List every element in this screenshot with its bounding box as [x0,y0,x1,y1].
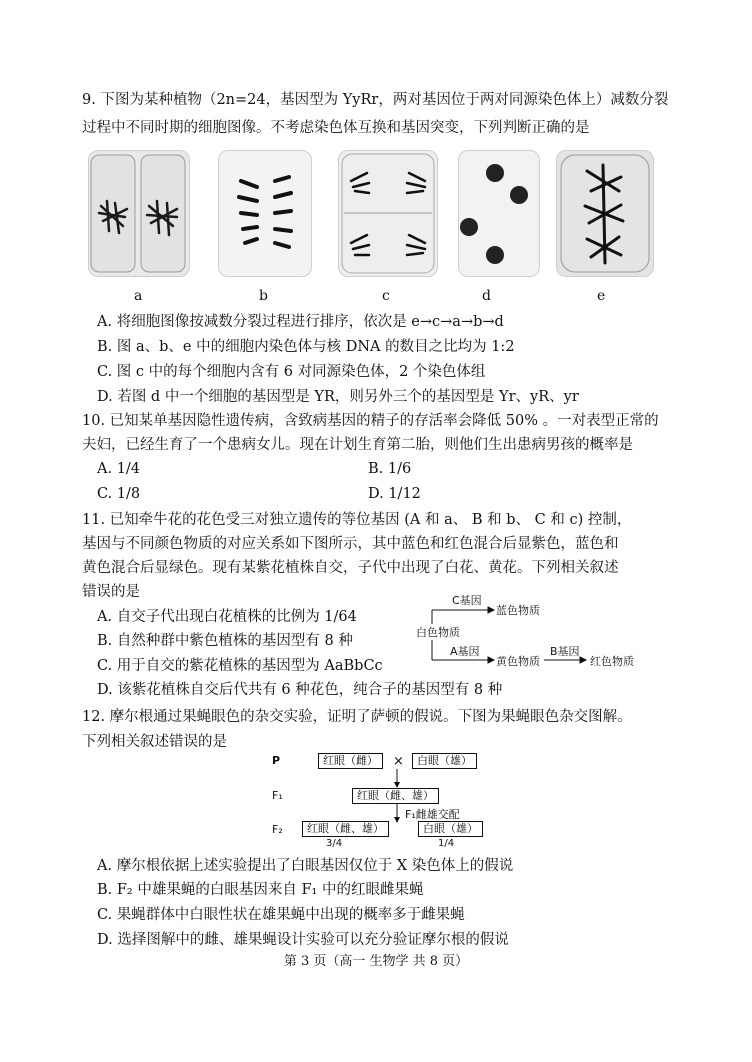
q12-stem-line1: 12. 摩尔根通过果蝇眼色的杂交实验，证明了萨顿的假说。下图为果蝇眼色杂交图解。 [82,709,632,725]
q11-option-c: C. 用于自交的紫花植株的基因型为 AaBbCc [97,658,383,674]
q11-stem-line4: 错误的是 [82,584,140,600]
q12-stem-line2: 下列相关叙述错误的是 [82,734,227,750]
q10-stem-line1: 10. 已知某单基因隐性遗传病，含致病基因的精子的存活率会降低 50% 。一对表型正常的 [82,413,659,429]
f1-box: 红眼（雌、雄） [352,788,439,804]
q9-option-c: C. 图 c 中的每个细胞内含有 6 对同源染色体，2 个染色体组 [97,364,486,380]
cell-image-a [88,150,190,277]
q11-stem-line3: 黄色混合后显绿色。现有某紫花植株自交，子代中出现了白花、黄花。下列相关叙述 [82,560,619,576]
q10-stem-line2: 夫妇，已经生育了一个患病女儿。现在计划生育第二胎，则他们生出患病男孩的概率是 [82,437,633,453]
q12-option-b: B. F₂ 中雄果蝇的白眼基因来自 F₁ 中的红眼雌果蝇 [97,882,424,898]
q10-option-c: C. 1/8 [97,486,141,502]
generation-p-label: P [272,754,281,767]
q10-option-a: A. 1/4 [97,461,141,477]
q10-option-b: B. 1/6 [368,461,412,477]
p-female-box: 红眼（雌） [318,753,383,769]
arrow-f1-to-f2 [390,804,404,824]
blue-substance-label: 蓝色物质 [496,604,540,617]
f2-ratio-white: 1/4 [438,838,455,849]
cell-label-e: e [597,288,606,304]
q12-option-c: C. 果蝇群体中白眼性状在雄果蝇中出现的概率多于雌果蝇 [97,907,465,923]
cell-image-c [338,150,438,277]
cell-label-a: a [134,288,143,304]
q11-option-a: A. 自交子代出现白花植株的比例为 1/64 [97,609,357,625]
q10-option-d: D. 1/12 [368,486,421,502]
gene-a-label: A基因 [450,645,480,658]
f1-mating-note: F₁雌雄交配 [405,808,460,821]
p-male-box: 白眼（雄） [412,753,477,769]
q9-option-d: D. 若图 d 中一个细胞的基因型是 YR，则另外三个的基因型是 Yr、yR、yr [97,389,579,405]
cell-label-c: c [382,288,390,304]
q11-stem-line2: 基因与不同颜色物质的对应关系如下图所示，其中蓝色和红色混合后显紫色，蓝色和 [82,536,619,552]
q12-option-a: A. 摩尔根依据上述实验提出了白眼基因仅位于 X 染色体上的假说 [97,858,514,874]
gene-b-label: B基因 [550,645,580,658]
pigment-pathway-diagram [410,590,660,680]
q9-option-b: B. 图 a、b、e 中的细胞内染色体与核 DNA 的数目之比均为 1:2 [97,339,515,355]
f2-red-box: 红眼（雌、雄） [302,821,389,837]
generation-f2-label: F₂ [272,823,283,836]
page-footer: 第 3 页（高一 生物学 共 8 页） [283,954,469,969]
f2-white-box: 白眼（雄） [418,821,483,837]
arrow-p-to-f1 [390,769,404,789]
cell-label-d: d [482,288,491,304]
cross-sign: × [393,754,404,769]
cell-image-d [458,150,540,277]
q11-option-b: B. 自然种群中紫色植株的基因型有 8 种 [97,633,353,649]
q11-stem-line1: 11. 已知牵牛花的花色受三对独立遗传的等位基因 (A 和 a、 B 和 b、 C 和 c) 控制， [82,512,632,528]
q11-option-d: D. 该紫花植株自交后代共有 6 种花色，纯合子的基因型有 8 种 [97,682,503,698]
red-substance-label: 红色物质 [590,655,634,668]
yellow-substance-label: 黄色物质 [496,655,540,668]
q9-option-a: A. 将细胞图像按减数分裂过程进行排序，依次是 e→c→a→b→d [97,314,504,330]
generation-f1-label: F₁ [272,789,283,802]
white-substance-label: 白色物质 [416,626,460,639]
f2-ratio-red: 3/4 [326,838,343,849]
q9-stem-line1: 9. 下图为某种植物（2n=24，基因型为 YyRr，两对基因位于两对同源染色体上）减数分裂 [82,92,669,108]
cell-label-b: b [259,288,268,304]
q9-stem-line2: 过程中不同时期的细胞图像。不考虑染色体互换和基因突变，下列判断正确的是 [82,120,590,136]
cell-image-e [556,150,654,277]
gene-c-label: C基因 [452,594,482,607]
cell-image-b [218,150,312,277]
q12-option-d: D. 选择图解中的雌、雄果蝇设计实验可以充分验证摩尔根的假说 [97,932,509,948]
